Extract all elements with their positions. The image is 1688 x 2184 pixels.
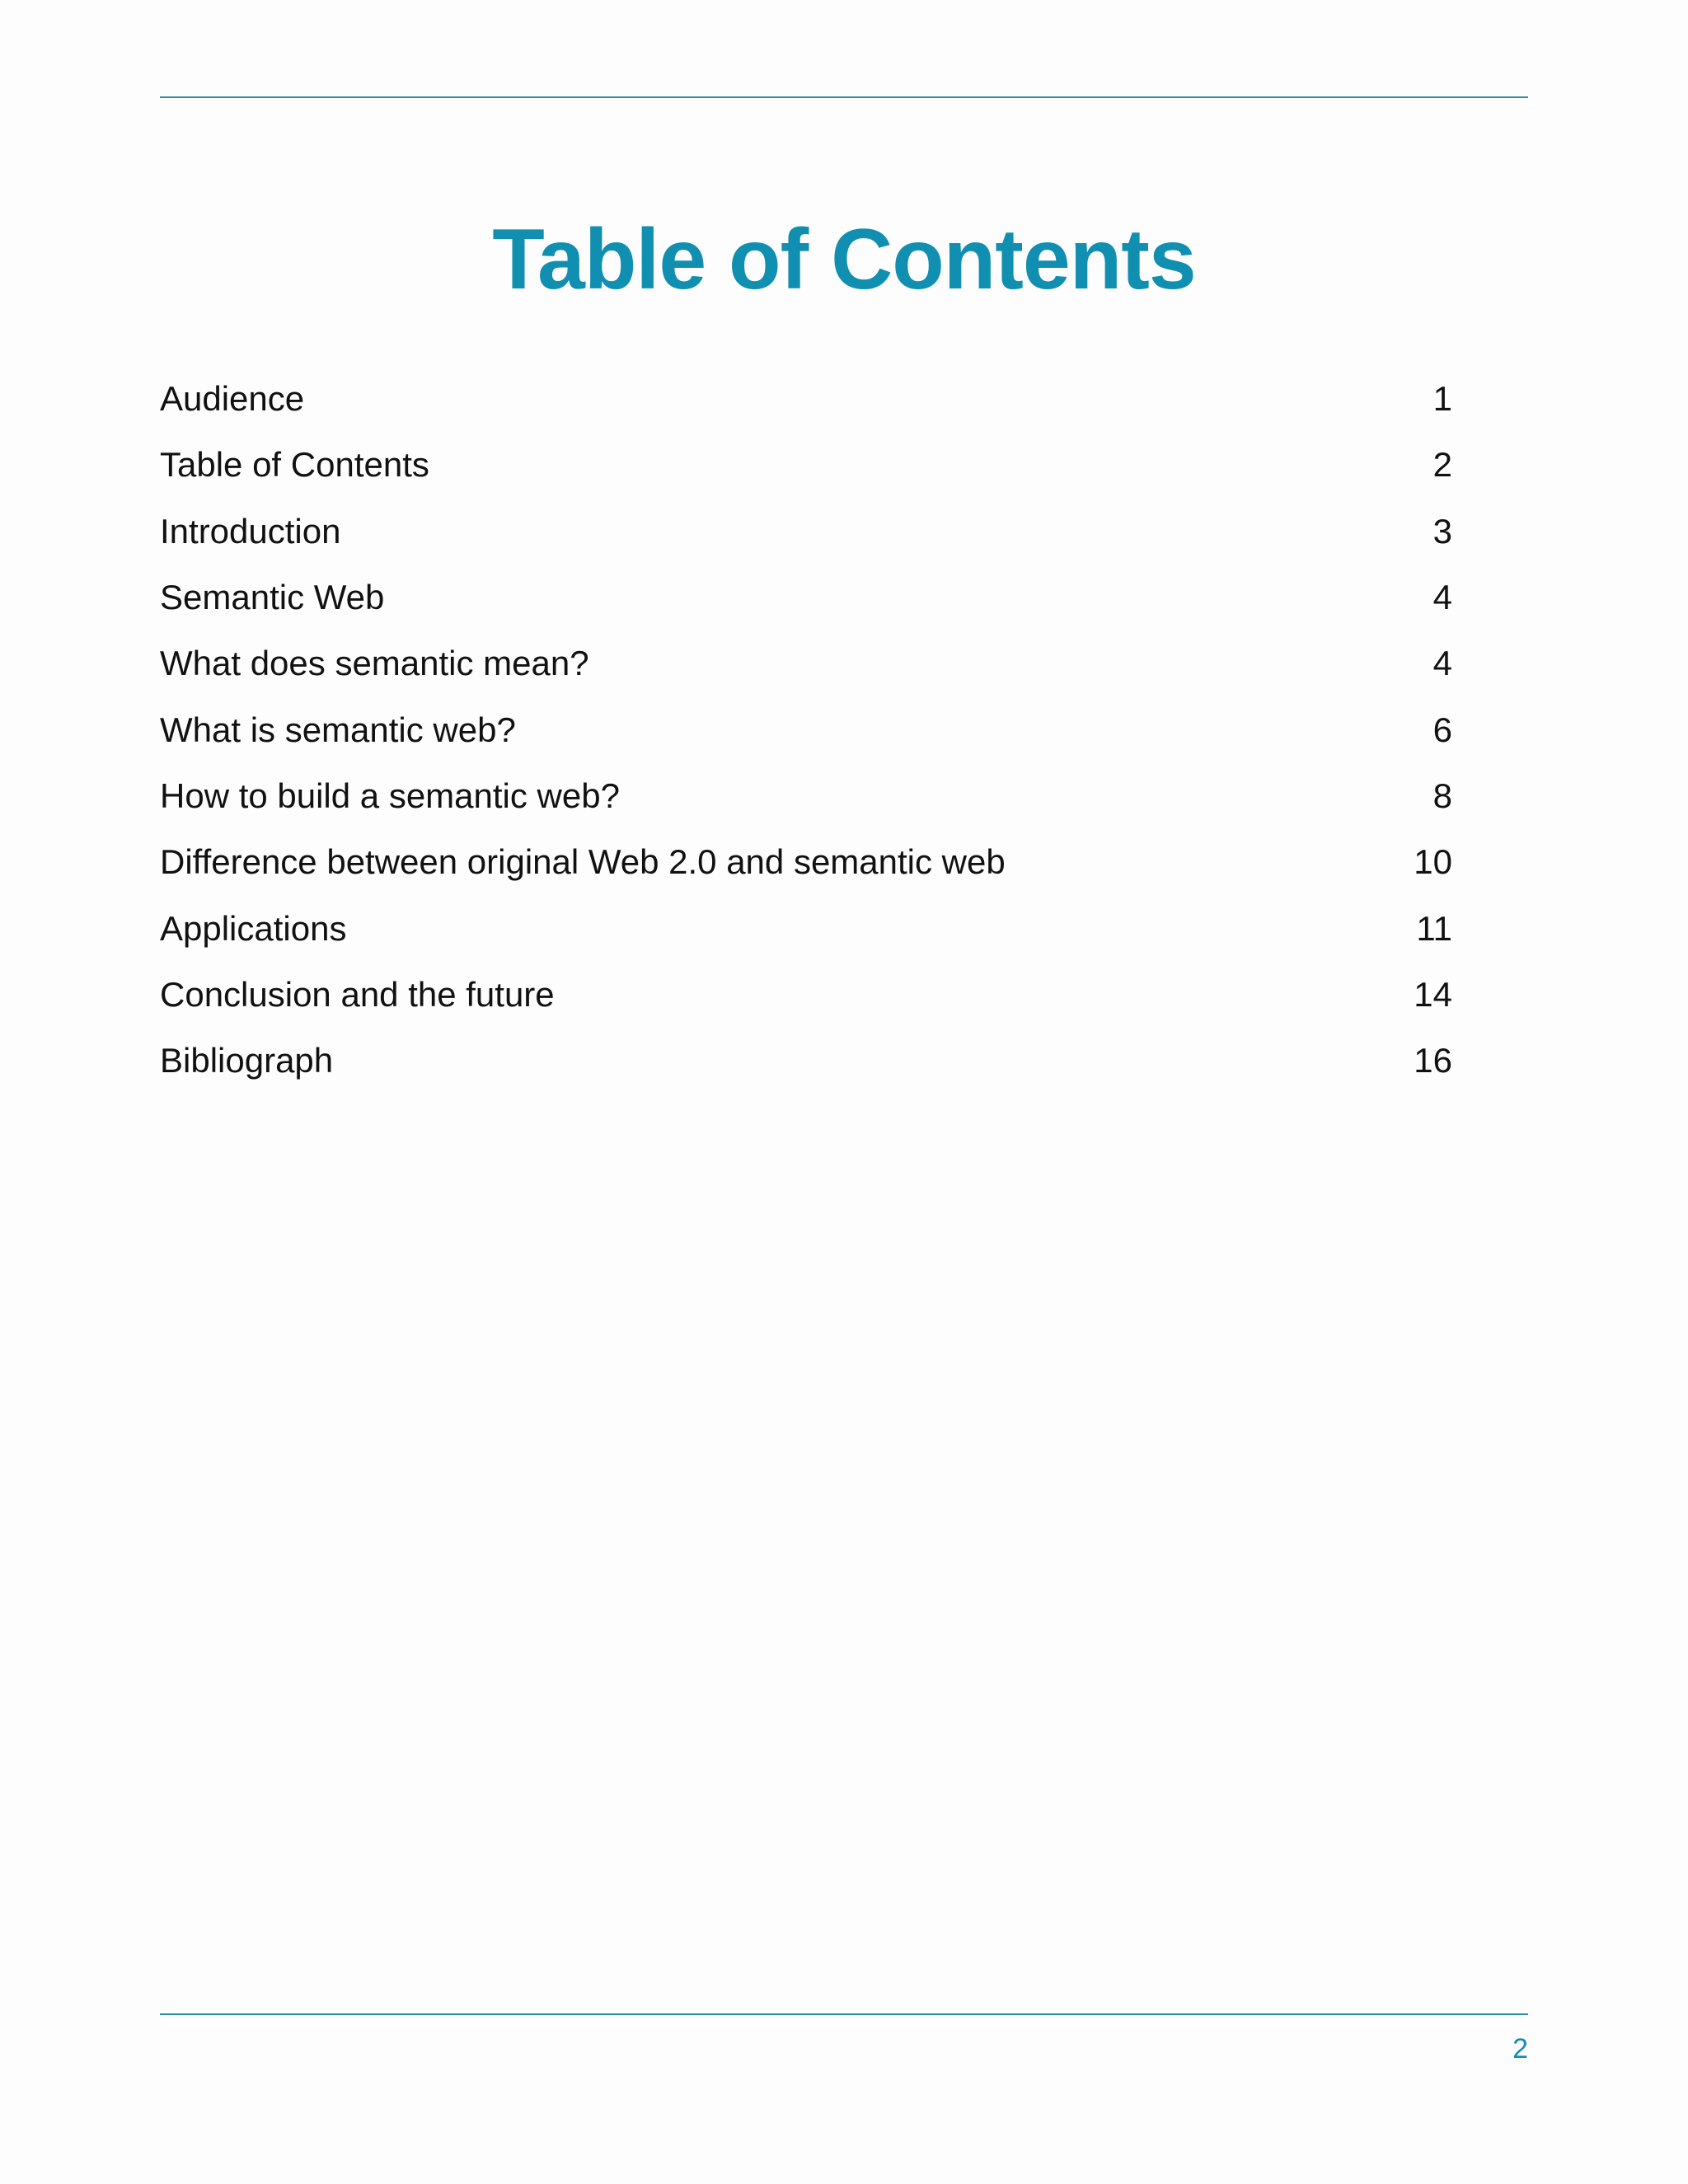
toc-entry-page: 3 <box>1432 511 1452 551</box>
table-of-contents <box>160 366 1452 1094</box>
toc-entry-audience[interactable] <box>160 366 1452 432</box>
toc-entry-page: 1 <box>1432 379 1452 419</box>
toc-entry-label: Table of Contents <box>160 445 429 485</box>
toc-entry-page: 11 <box>1416 908 1452 948</box>
header-rule <box>160 96 1528 98</box>
page-title: Table of Contents <box>492 211 1196 307</box>
toc-entry-table-of-contents[interactable] <box>160 432 1452 498</box>
toc-entry-applications[interactable] <box>160 895 1452 961</box>
page-number: 2 <box>1512 2033 1528 2064</box>
toc-entry-page: 10 <box>1414 842 1452 882</box>
footer-rule <box>160 2013 1528 2015</box>
toc-entry-page: 8 <box>1432 776 1452 815</box>
toc-entry-label: What is semantic web? <box>160 710 516 749</box>
toc-entry-label: Applications <box>160 908 347 948</box>
toc-entry-what-is-semantic-web[interactable] <box>160 696 1452 762</box>
toc-entry-label: Conclusion and the future <box>160 974 555 1014</box>
toc-entry-how-to-build[interactable] <box>160 763 1452 829</box>
toc-entry-introduction[interactable] <box>160 499 1452 565</box>
toc-entry-page: 14 <box>1414 974 1452 1014</box>
toc-entry-label: Difference between original Web 2.0 and semantic web <box>160 842 1006 882</box>
toc-entry-label: Introduction <box>160 511 341 551</box>
toc-entry-difference[interactable] <box>160 829 1452 895</box>
toc-entry-label: Audience <box>160 379 305 419</box>
toc-entry-semantic-web[interactable] <box>160 565 1452 630</box>
toc-entry-page: 16 <box>1414 1041 1452 1080</box>
toc-entry-page: 4 <box>1432 644 1452 683</box>
toc-entry-page: 6 <box>1432 710 1452 749</box>
toc-entry-what-does-semantic-mean[interactable] <box>160 630 1452 696</box>
toc-entry-conclusion[interactable] <box>160 962 1452 1028</box>
toc-entry-page: 4 <box>1432 578 1452 617</box>
toc-entry-label: Semantic Web <box>160 578 385 617</box>
toc-entry-label: Bibliograph <box>160 1041 334 1080</box>
toc-entry-label: What does semantic mean? <box>160 644 589 683</box>
toc-entry-page: 2 <box>1432 445 1452 485</box>
toc-entry-label: How to build a semantic web? <box>160 776 620 815</box>
toc-entry-bibliograph[interactable] <box>160 1028 1452 1094</box>
